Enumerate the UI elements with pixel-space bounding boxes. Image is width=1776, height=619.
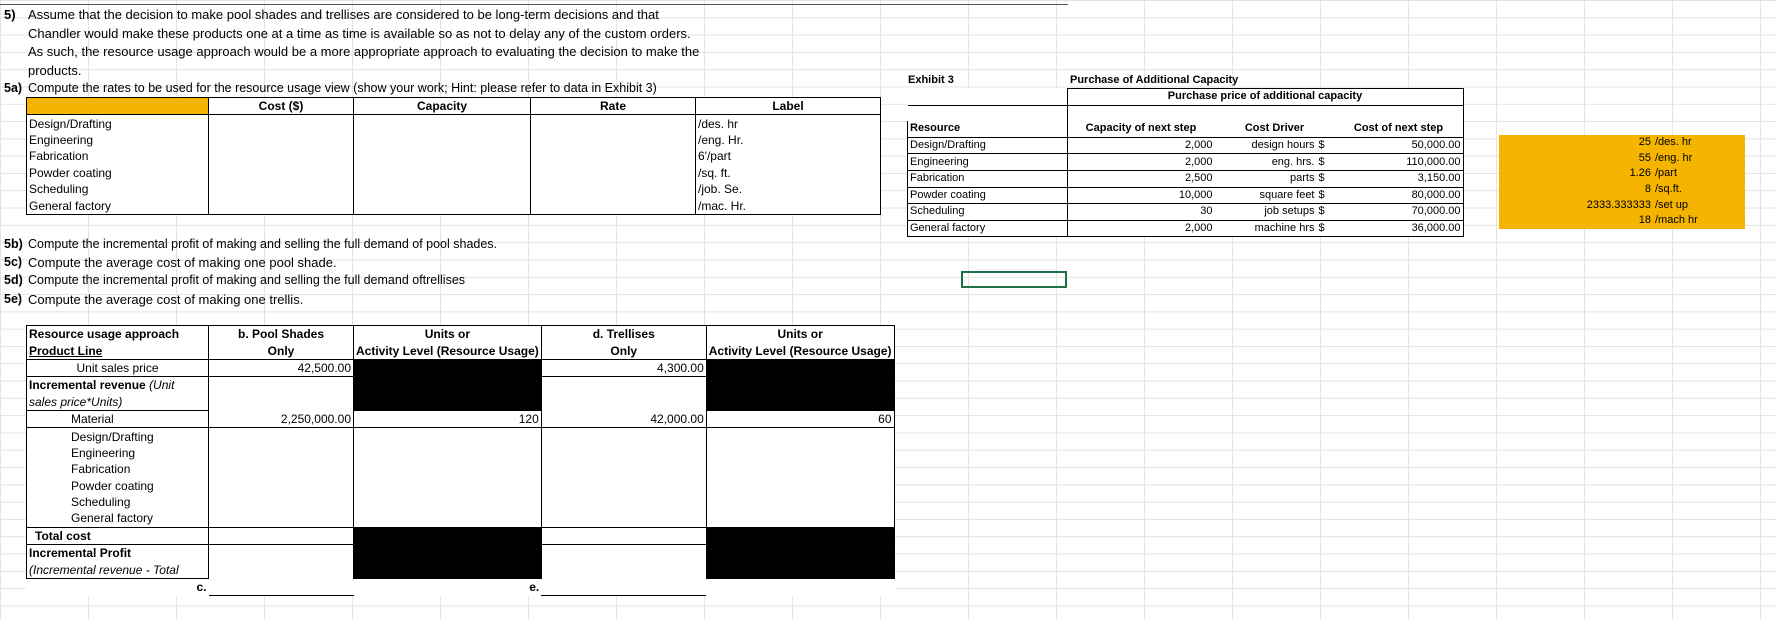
rates-header-cost[interactable]: Cost ($) bbox=[209, 98, 354, 115]
table-row bbox=[27, 445, 895, 461]
table-row bbox=[27, 410, 895, 427]
rates-resource[interactable]: Engineering bbox=[27, 132, 209, 148]
rates-resource[interactable]: Powder coating bbox=[27, 165, 209, 181]
computed-rate[interactable]: 2333.333333 bbox=[1499, 197, 1653, 213]
table-row bbox=[908, 187, 1464, 204]
table-row bbox=[27, 527, 895, 544]
usage-resource[interactable]: General factory bbox=[27, 510, 209, 527]
trellis-material-units[interactable]: 60 bbox=[706, 410, 894, 427]
incremental-profit-note: (Incremental revenue - Total bbox=[29, 562, 179, 577]
total-cost-label[interactable]: Total cost bbox=[27, 527, 209, 544]
table-row bbox=[27, 181, 881, 197]
exhibit-cost[interactable]: 50,000.00 bbox=[1335, 137, 1464, 154]
exhibit-resource[interactable]: Powder coating bbox=[908, 187, 1068, 204]
exhibit-purchase-title: Purchase of Additional Capacity bbox=[1070, 74, 1239, 86]
rates-table bbox=[26, 97, 881, 215]
pool-material[interactable]: 2,250,000.00 bbox=[209, 410, 354, 427]
question-line-1: Assume that the decision to make pool shades and trellises are considered to be long-term decisions and that bbox=[28, 7, 659, 22]
computed-rate[interactable]: 8 bbox=[1499, 182, 1653, 198]
computed-unit[interactable]: /set up bbox=[1653, 197, 1745, 213]
exhibit-title: Exhibit 3 bbox=[908, 74, 954, 86]
table-row bbox=[1499, 166, 1745, 182]
exhibit-header-cost[interactable]: Cost of next step bbox=[1335, 121, 1464, 137]
answer-c-label: c. bbox=[196, 580, 207, 595]
exhibit-currency: $ bbox=[1317, 220, 1335, 237]
exhibit-header-capacity[interactable]: Capacity of next step bbox=[1067, 121, 1215, 137]
table-row bbox=[27, 197, 881, 214]
q5e-text: Compute the average cost of making one trellis. bbox=[28, 292, 304, 307]
computed-rate[interactable]: 55 bbox=[1499, 151, 1653, 167]
table-row bbox=[27, 461, 895, 477]
exhibit-capacity[interactable]: 2,500 bbox=[1067, 170, 1215, 187]
q5c-text: Compute the average cost of making one pool shade. bbox=[28, 255, 337, 270]
computed-unit[interactable]: /mach hr bbox=[1653, 213, 1745, 229]
usage-header-units-1[interactable]: Units or bbox=[354, 326, 542, 343]
answer-e-label: e. bbox=[529, 580, 540, 595]
exhibit-table bbox=[907, 88, 1464, 237]
usage-resource[interactable]: Design/Drafting bbox=[27, 428, 209, 445]
blackout-cell bbox=[354, 527, 542, 578]
q5d-text: Compute the incremental profit of making and selling the full demand oftrellises bbox=[28, 273, 466, 287]
table-row bbox=[1499, 135, 1745, 151]
usage-header-trellis[interactable]: d. Trellises bbox=[541, 326, 706, 343]
q5d-number: 5d) bbox=[4, 273, 23, 287]
exhibit-cost[interactable]: 3,150.00 bbox=[1335, 170, 1464, 187]
rates-header-blank[interactable] bbox=[27, 98, 209, 115]
usage-resource[interactable]: Engineering bbox=[27, 445, 209, 461]
computed-unit[interactable]: /des. hr bbox=[1653, 135, 1745, 151]
table-row bbox=[1499, 182, 1745, 198]
question-number: 5) bbox=[4, 7, 16, 22]
pool-unit-sales-price[interactable]: 42,500.00 bbox=[209, 359, 354, 376]
exhibit-header-driver[interactable]: Cost Driver bbox=[1215, 121, 1335, 137]
blackout-cell bbox=[706, 527, 894, 578]
q5a-text: Compute the rates to be used for the resource usage view (show your work; Hint: please refer to data in Exhibit 3) bbox=[28, 81, 657, 95]
rates-label[interactable]: /des. hr bbox=[696, 115, 881, 132]
exhibit-driver[interactable]: design hours bbox=[1215, 137, 1317, 154]
pool-revenue-cell[interactable] bbox=[209, 377, 354, 411]
rates-label[interactable]: /sq. ft. bbox=[696, 165, 881, 181]
table-row bbox=[27, 148, 881, 164]
usage-header-activity-2[interactable]: Activity Level (Resource Usage) bbox=[706, 342, 894, 359]
trellis-incremental-profit[interactable] bbox=[541, 545, 706, 579]
table-row bbox=[908, 204, 1464, 221]
table-row bbox=[1499, 213, 1745, 229]
exhibit-capacity[interactable]: 2,000 bbox=[1067, 154, 1215, 171]
rates-resource[interactable]: Scheduling bbox=[27, 181, 209, 197]
computed-rates bbox=[1499, 135, 1745, 229]
table-row bbox=[27, 359, 895, 376]
table-row bbox=[27, 478, 895, 494]
rates-resource[interactable]: Design/Drafting bbox=[27, 115, 209, 132]
q5b-text: Compute the incremental profit of making and selling the full demand of pool shades. bbox=[28, 237, 498, 251]
usage-header-product-line[interactable]: Product Line bbox=[27, 342, 209, 359]
trellis-total-cost[interactable] bbox=[541, 527, 706, 544]
computed-unit[interactable]: /eng. hr bbox=[1653, 151, 1745, 167]
exhibit-cost[interactable]: 110,000.00 bbox=[1335, 154, 1464, 171]
usage-resource[interactable]: Fabrication bbox=[27, 461, 209, 477]
table-row bbox=[27, 494, 895, 510]
rates-label[interactable]: /mac. Hr. bbox=[696, 197, 881, 214]
table-row bbox=[27, 578, 895, 595]
table-row bbox=[27, 428, 895, 445]
question-line-4: products. bbox=[28, 63, 82, 78]
computed-unit[interactable]: /sq.ft. bbox=[1653, 182, 1745, 198]
table-row bbox=[1499, 151, 1745, 167]
incremental-profit-label[interactable]: Incremental Profit bbox=[27, 545, 209, 562]
blackout-cell bbox=[354, 359, 542, 410]
exhibit-driver[interactable]: square feet bbox=[1215, 187, 1317, 204]
exhibit-currency: $ bbox=[1317, 204, 1335, 221]
exhibit-driver[interactable]: machine hrs bbox=[1215, 220, 1317, 237]
trellis-revenue-cell[interactable] bbox=[541, 377, 706, 411]
rates-header-label[interactable]: Label bbox=[696, 98, 881, 115]
table-row bbox=[908, 220, 1464, 237]
incremental-revenue-label[interactable]: Incremental revenue bbox=[29, 378, 146, 393]
q5c-number: 5c) bbox=[4, 255, 23, 269]
usage-header-activity-1[interactable]: Activity Level (Resource Usage) bbox=[354, 342, 542, 359]
answer-c-cell[interactable] bbox=[209, 578, 354, 595]
exhibit-currency: $ bbox=[1317, 170, 1335, 187]
blackout-cell bbox=[706, 359, 894, 410]
usage-header-approach[interactable]: Resource usage approach bbox=[27, 326, 209, 343]
rates-resource[interactable]: General factory bbox=[27, 197, 209, 214]
table-row bbox=[27, 132, 881, 148]
table-row bbox=[1499, 197, 1745, 213]
computed-unit[interactable]: /part bbox=[1653, 166, 1745, 182]
exhibit-driver[interactable]: eng. hrs. bbox=[1215, 154, 1317, 171]
exhibit-driver[interactable]: job setups bbox=[1215, 204, 1317, 221]
exhibit-cost[interactable]: 80,000.00 bbox=[1335, 187, 1464, 204]
trellis-unit-sales-price[interactable]: 4,300.00 bbox=[541, 359, 706, 376]
answer-e-cell[interactable] bbox=[541, 578, 706, 595]
exhibit-currency: $ bbox=[1317, 137, 1335, 154]
usage-header-pool-only[interactable]: Only bbox=[209, 342, 354, 359]
active-cell-selection[interactable] bbox=[961, 271, 1067, 288]
rates-resource[interactable]: Fabrication bbox=[27, 148, 209, 164]
rates-label[interactable]: 6'/part bbox=[696, 148, 881, 164]
exhibit-capacity[interactable]: 30 bbox=[1067, 204, 1215, 221]
material-label[interactable]: Material bbox=[27, 410, 209, 427]
rates-header-rate[interactable]: Rate bbox=[531, 98, 696, 115]
table-row bbox=[908, 170, 1464, 187]
exhibit-subtitle: Purchase price of additional capacity bbox=[1067, 89, 1463, 106]
trellis-material[interactable]: 42,000.00 bbox=[541, 410, 706, 427]
exhibit-resource[interactable]: Engineering bbox=[908, 154, 1068, 171]
question-line-3: As such, the resource usage approach would be a more appropriate approach to evaluating the decision to make the bbox=[28, 44, 700, 59]
top-border bbox=[0, 4, 1068, 5]
exhibit-driver[interactable]: parts bbox=[1215, 170, 1317, 187]
pool-incremental-profit[interactable] bbox=[209, 545, 354, 579]
rates-header-capacity[interactable]: Capacity bbox=[354, 98, 531, 115]
computed-rate[interactable]: 18 bbox=[1499, 213, 1653, 229]
exhibit-cost[interactable]: 36,000.00 bbox=[1335, 220, 1464, 237]
q5b-number: 5b) bbox=[4, 237, 23, 251]
pool-material-units[interactable]: 120 bbox=[354, 410, 542, 427]
table-row bbox=[908, 154, 1464, 171]
incremental-revenue-note-2: sales price*Units) bbox=[29, 394, 123, 409]
table-row bbox=[908, 137, 1464, 154]
exhibit-capacity[interactable]: 10,000 bbox=[1067, 187, 1215, 204]
usage-resource[interactable]: Scheduling bbox=[27, 494, 209, 510]
usage-header-units-2[interactable]: Units or bbox=[706, 326, 894, 343]
rates-label[interactable]: /job. Se. bbox=[696, 181, 881, 197]
computed-rate[interactable]: 1.26 bbox=[1499, 166, 1653, 182]
table-row bbox=[27, 165, 881, 181]
q5e-number: 5e) bbox=[4, 292, 23, 306]
computed-rate[interactable]: 25 bbox=[1499, 135, 1653, 151]
question-line-2: Chandler would make these products one at a time as time is available so as not to delay any of the custom orders. bbox=[28, 26, 691, 41]
pool-total-cost[interactable] bbox=[209, 527, 354, 544]
usage-header-trellis-only[interactable]: Only bbox=[541, 342, 706, 359]
exhibit-capacity[interactable]: 2,000 bbox=[1067, 220, 1215, 237]
usage-table bbox=[26, 325, 895, 596]
exhibit-currency: $ bbox=[1317, 154, 1335, 171]
incremental-revenue-note: (Unit bbox=[149, 378, 175, 393]
unit-sales-price-label[interactable]: Unit sales price bbox=[27, 359, 209, 376]
exhibit-currency: $ bbox=[1317, 187, 1335, 204]
exhibit-header-resource[interactable]: Resource bbox=[908, 121, 1068, 137]
table-row bbox=[27, 510, 895, 527]
exhibit-capacity[interactable]: 2,000 bbox=[1067, 137, 1215, 154]
exhibit-resource[interactable]: General factory bbox=[908, 220, 1068, 237]
exhibit-resource[interactable]: Fabrication bbox=[908, 170, 1068, 187]
usage-header-pool[interactable]: b. Pool Shades bbox=[209, 326, 354, 343]
exhibit-resource[interactable]: Design/Drafting bbox=[908, 137, 1068, 154]
usage-resource[interactable]: Powder coating bbox=[27, 478, 209, 494]
table-row bbox=[27, 115, 881, 132]
q5a-number: 5a) bbox=[4, 81, 23, 95]
exhibit-cost[interactable]: 70,000.00 bbox=[1335, 204, 1464, 221]
exhibit-resource[interactable]: Scheduling bbox=[908, 204, 1068, 221]
rates-label[interactable]: /eng. Hr. bbox=[696, 132, 881, 148]
